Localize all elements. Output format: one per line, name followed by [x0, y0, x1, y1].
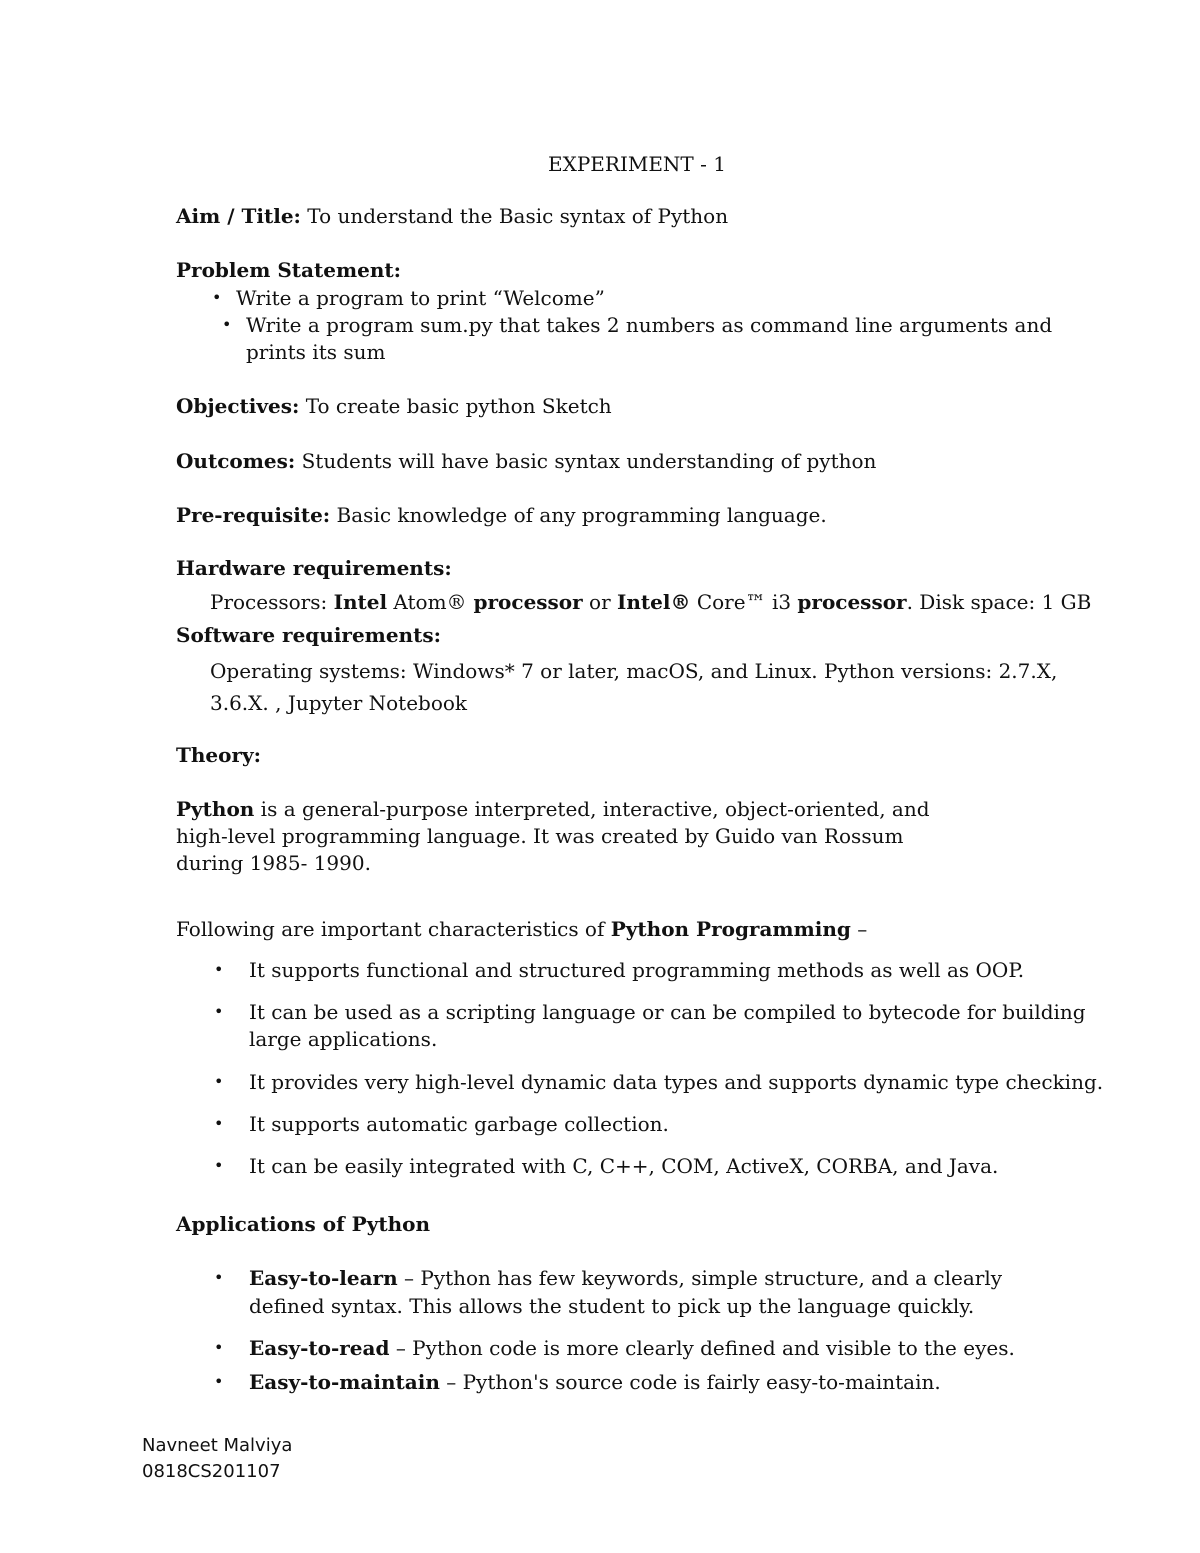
hardware-brand: Intel	[333, 590, 388, 614]
aim-label: Aim / Title:	[176, 204, 301, 228]
theory-python: Python	[176, 797, 255, 821]
aim-text: To understand the Basic syntax of Python	[300, 204, 729, 228]
bullet: •	[214, 1372, 224, 1391]
application-item-text: – Python has few keywords, simple structure, and a clearly	[397, 1266, 1003, 1290]
application-item-1-cont: defined syntax. This allows the student to pick up the language quickly.	[249, 1294, 975, 1318]
characteristic-item-2-cont: large applications.	[249, 1027, 438, 1051]
characteristic-item-1: It supports functional and structured programming methods as well as OOP.	[249, 958, 1025, 982]
application-item-text: – Python code is more clearly defined and visible to the eyes.	[389, 1336, 1015, 1360]
software-line-1: Operating systems: Windows* 7 or later, macOS, and Linux. Python versions: 2.7.X,	[210, 659, 1058, 683]
bullet: •	[214, 960, 224, 979]
hardware-label: Hardware requirements:	[176, 556, 452, 580]
bullet: •	[214, 1072, 224, 1091]
problem-label: Problem Statement:	[176, 258, 401, 282]
footer-author-name: Navneet Malviya	[142, 1435, 293, 1456]
applications-label: Applications of Python	[176, 1212, 430, 1236]
bullet: •	[214, 1156, 224, 1175]
hardware-processor: processor	[466, 590, 583, 614]
theory-text: is a general-purpose interpreted, interactive, object-oriented, and	[254, 797, 930, 821]
theory-label: Theory:	[176, 743, 262, 767]
objectives-label: Objectives:	[176, 394, 300, 418]
objectives-text: To create basic python Sketch	[299, 394, 612, 418]
software-line-2: 3.6.X. , Jupyter Notebook	[210, 691, 468, 715]
outcomes-text: Students will have basic syntax understanding of python	[295, 449, 877, 473]
hardware-text: Core™ i3	[690, 590, 798, 614]
bullet: •	[214, 1338, 224, 1357]
hardware-text: . Disk space: 1 GB	[906, 590, 1092, 614]
footer-student-id: 0818CS201107	[142, 1461, 281, 1482]
hardware-line	[210, 590, 1091, 614]
characteristics-intro-text: Following are important characteristics of	[176, 917, 611, 941]
characteristic-item-2: It can be used as a scripting language or can be compiled to bytecode for building	[249, 1000, 1086, 1024]
prereq-text: Basic knowledge of any programming language.	[330, 503, 827, 527]
problem-item-2-cont: prints its sum	[246, 340, 386, 364]
characteristics-intro-bold: Python Programming	[610, 917, 851, 941]
application-item-term: Easy-to-maintain	[249, 1370, 440, 1394]
characteristics-intro	[176, 917, 867, 941]
characteristic-item-3: It provides very high-level dynamic data types and supports dynamic type checking.	[249, 1070, 1104, 1094]
bullet: •	[214, 1002, 224, 1021]
theory-line-3: during 1985- 1990.	[176, 851, 371, 875]
hardware-text: or	[582, 590, 618, 614]
outcomes-line	[176, 449, 876, 473]
problem-item-1: Write a program to print “Welcome”	[236, 286, 605, 310]
characteristics-intro-end: –	[850, 917, 868, 941]
bullet: •	[214, 1268, 224, 1287]
bullet: •	[212, 288, 222, 307]
page-title: EXPERIMENT - 1	[548, 152, 726, 176]
problem-item-2: Write a program sum.py that takes 2 numbers as command line arguments and	[246, 313, 1053, 337]
application-item-2	[249, 1336, 1015, 1360]
aim-line	[176, 204, 728, 228]
prereq-line	[176, 503, 827, 527]
characteristic-item-4: It supports automatic garbage collection.	[249, 1112, 669, 1136]
hardware-brand: Intel®	[617, 590, 691, 614]
theory-line-2: high-level programming language. It was created by Guido van Rossum	[176, 824, 904, 848]
prereq-label: Pre-requisite:	[176, 503, 331, 527]
application-item-3	[249, 1370, 941, 1394]
hardware-text: Atom®	[387, 590, 467, 614]
application-item-term: Easy-to-read	[249, 1336, 390, 1360]
bullet: •	[222, 315, 232, 334]
bullet: •	[214, 1114, 224, 1133]
hardware-text: Processors:	[210, 590, 334, 614]
software-label: Software requirements:	[176, 623, 441, 647]
application-item-term: Easy-to-learn	[249, 1266, 398, 1290]
outcomes-label: Outcomes:	[176, 449, 296, 473]
objectives-line	[176, 394, 612, 418]
application-item-text: – Python's source code is fairly easy-to-maintain.	[439, 1370, 941, 1394]
characteristic-item-5: It can be easily integrated with C, C++, COM, ActiveX, CORBA, and Java.	[249, 1154, 999, 1178]
application-item-1	[249, 1266, 1002, 1290]
theory-line-1	[176, 797, 930, 821]
hardware-processor: processor	[797, 590, 907, 614]
